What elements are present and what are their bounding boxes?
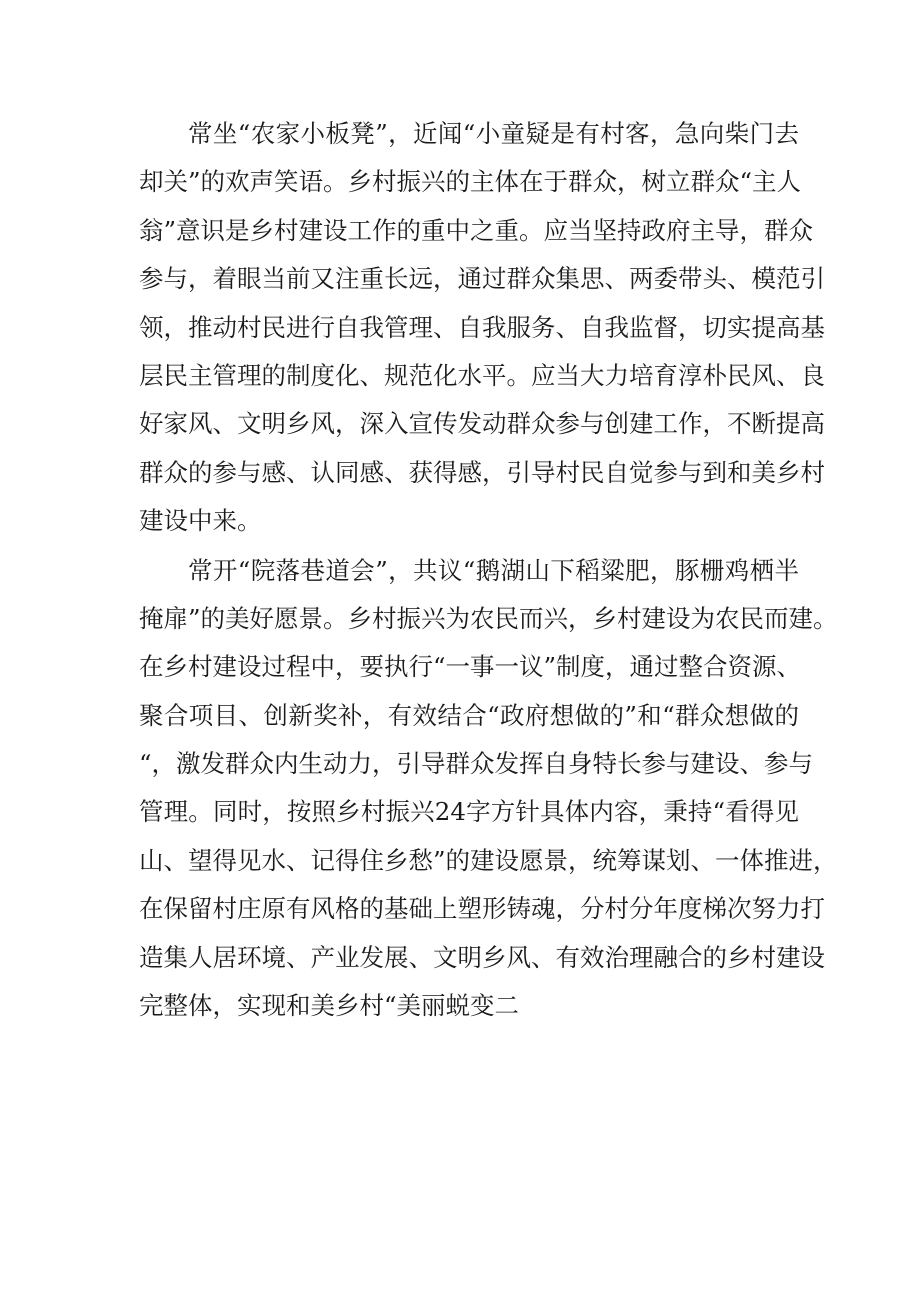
paragraph-line: 造集人居环境、产业发展、文明乡风、有效治理融合的乡村建设	[139, 942, 825, 972]
paragraph-line: 群众的参与感、认同感、获得感，引导村民自觉参与到和美乡村	[139, 457, 825, 487]
paragraph-2	[139, 547, 838, 1031]
paragraph-line: 在乡村建设过程中，要执行“一事一议”制度，通过整合资源、	[139, 652, 802, 682]
paragraph-line: “，激发群众内生动力，引导群众发挥自身特长参与建设、参与	[139, 749, 814, 779]
paragraph-1	[139, 110, 825, 546]
paragraph-line: 却关”的欢声笑语。乡村振兴的主体在于群众，树立群众“主人	[139, 167, 802, 197]
paragraph-line: 完整体，实现和美乡村“美丽蜕变二	[139, 991, 520, 1021]
paragraph-line: 领，推动村民进行自我管理、自我服务、自我监督，切实提高基	[139, 312, 825, 342]
paragraph-line: 聚合项目、创新奖补，有效结合“政府想做的”和“群众想做的	[139, 700, 799, 730]
paragraph-line: 山、望得见水、记得住乡愁”的建设愿景，统筹谋划、一体推进，	[139, 845, 838, 875]
paragraph-line: 建设中来。	[139, 506, 262, 536]
paragraph-line: 掩扉”的美好愿景。乡村振兴为农民而兴，乡村建设为农民而建。	[139, 603, 838, 633]
paragraph-line: 常开“院落巷道会”，共议“鹅湖山下稻粱肥，豚栅鸡栖半	[188, 555, 799, 585]
paragraph-line: 翁”意识是乡村建设工作的重中之重。应当坚持政府主导，群众	[139, 215, 814, 245]
paragraph-line: 好家风、文明乡风，深入宣传发动群众参与创建工作，不断提高	[139, 409, 825, 439]
document-body	[139, 110, 838, 1030]
paragraph-line: 在保留村庄原有风格的基础上塑形铸魂，分村分年度梯次努力打	[139, 894, 825, 924]
paragraph-line: 管理。同时，按照乡村振兴24字方针具体内容，秉持“看得见	[139, 797, 799, 827]
paragraph-line: 参与，着眼当前又注重长远，通过群众集思、两委带头、模范引	[139, 264, 825, 294]
paragraph-line: 常坐“农家小板凳”，近闻“小童疑是有村客，急向柴门去	[188, 119, 799, 148]
paragraph-line: 层民主管理的制度化、规范化水平。应当大力培育淳朴民风、良	[139, 360, 825, 390]
